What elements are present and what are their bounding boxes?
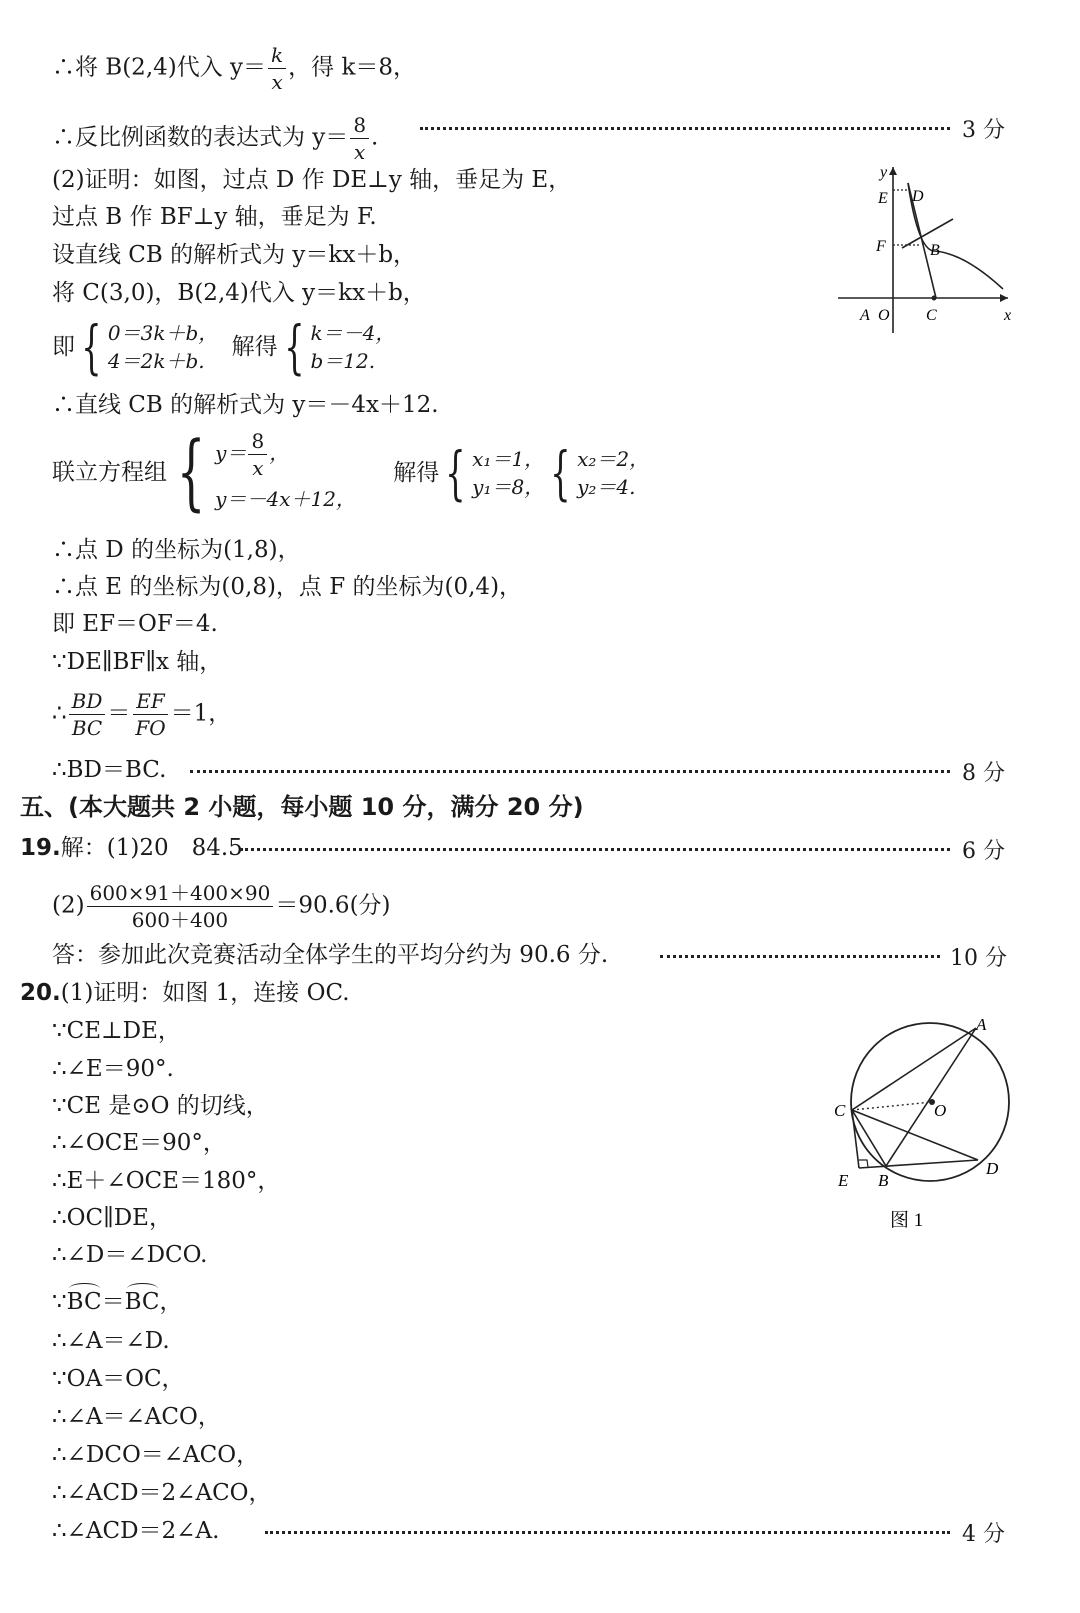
score-leader (660, 955, 940, 958)
line-set-cb: 设直线 CB 的解析式为 y＝kx＋b， (52, 242, 417, 268)
line-ef-eq-of: 即 EF＝OF＝4. (52, 611, 218, 637)
score-4: 4 分 (962, 1522, 1005, 1547)
q20-arc-line: ∵BC＝BC， (52, 1289, 183, 1315)
label-d: D (986, 1159, 999, 1178)
score-leader (420, 127, 950, 130)
q20-intro: 20.(1)证明：如图 1，连接 OC. (20, 980, 350, 1006)
q20-line-5: ∴E＋∠OCE＝180°， (52, 1168, 281, 1194)
score-leader (265, 1531, 950, 1534)
label-y: y (880, 165, 888, 181)
line-inverse-function: ∴反比例函数的表达式为 y＝ $\frac{8}{x}$ . (52, 113, 379, 164)
label-a: A (860, 307, 870, 324)
q20-line-1: ∵CE⊥DE， (52, 1018, 181, 1044)
q20-line-3: ∵CE 是⊙O 的切线， (52, 1093, 269, 1119)
line-bd-eq-bc: ∴BD＝BC. (52, 757, 167, 783)
figure-caption: 图 1 (890, 1210, 924, 1231)
label-o: O (934, 1101, 947, 1120)
q19-answer: 答：参加此次竞赛活动全体学生的平均分约为 90.6 分. (52, 942, 609, 968)
circle-figure (828, 1010, 1028, 1235)
fraction-k-over-x: $\frac{k}{x}$ (268, 42, 286, 95)
label-o: O (878, 307, 890, 324)
line-point-d: ∴点 D 的坐标为(1,8)， (52, 537, 301, 563)
line-joint-system: 联立方程组 { y＝ $\frac{8}{x}$ ， y＝－4x＋12， 解得 { x₁＝1， y₁＝8， { x₂＝2， y₂＝4. (52, 424, 650, 520)
q20-line-11: ∴∠DCO＝∠ACO， (52, 1442, 260, 1468)
line-system-kb: 即 { 0＝3k＋b， 4＝2k＋b. 解得 { k＝－4， b＝12. (52, 313, 396, 381)
q20-conclusion: ∴∠ACD＝2∠A. (52, 1518, 220, 1544)
hyperbola-figure (838, 165, 1018, 335)
joint-system-equations: y＝ $\frac{8}{x}$ ， y＝－4x＋12， (215, 429, 356, 511)
q19-part1: 19.解：(1)20 84.5 (20, 835, 243, 861)
line-ratio: ∴ $\frac{BD}{BC}$ ＝ $\frac{EF}{FO}$ ＝1， (52, 689, 232, 740)
line-substitute-b: ∴将 B(2,4)代入 y＝ $\frac{k}{x}$ ，得 k＝8， (52, 43, 417, 94)
q20-line-10: ∴∠A＝∠ACO， (52, 1404, 221, 1430)
line-proof-intro: (2)证明：如图，过点 D 作 DE⊥y 轴，垂足为 E， (52, 167, 572, 193)
line-substitute-cb: 将 C(3,0)，B(2,4)代入 y＝kx＋b， (52, 280, 426, 306)
label-d: D (912, 188, 924, 205)
label-a: A (976, 1015, 987, 1034)
score-6: 6 分 (962, 839, 1005, 864)
score-leader (190, 770, 950, 773)
line-point-ef: ∴点 E 的坐标为(0,8)，点 F 的坐标为(0,4)， (52, 574, 523, 600)
line-bf-perp: 过点 B 作 BF⊥y 轴，垂足为 F. (52, 204, 377, 230)
joint-solution-1: x₁＝1， y₁＝8， (472, 446, 545, 499)
line-cb-expression: ∴直线 CB 的解析式为 y＝－4x＋12. (52, 392, 439, 418)
score-8: 8 分 (962, 761, 1005, 786)
q20-line-12: ∴∠ACD＝2∠ACO， (52, 1480, 272, 1506)
system-equations: 0＝3k＋b， 4＝2k＋b. (107, 321, 219, 373)
label-f: F (876, 238, 886, 255)
q20-line-6: ∴OC∥DE， (52, 1205, 172, 1231)
label-e: E (878, 190, 888, 207)
q20-line-7: ∴∠D＝∠DCO. (52, 1242, 208, 1268)
label-c: C (926, 307, 937, 324)
joint-solution-2: x₂＝2， y₂＝4. (577, 446, 650, 499)
label-e: E (838, 1171, 849, 1190)
line-parallel: ∵DE∥BF∥x 轴， (52, 649, 223, 675)
q19-part2: (2) $\frac{600\times 91+400\times 90}{600+400}$ ＝90.6(分) (52, 881, 391, 932)
label-x: x (1004, 307, 1012, 324)
label-b: B (930, 242, 940, 259)
fraction-8-over-x: $\frac{8}{x}$ (350, 112, 369, 165)
score-10: 10 分 (950, 946, 1007, 971)
q20-line-9: ∵OA＝OC， (52, 1366, 185, 1392)
label-c: C (834, 1101, 846, 1120)
section-5-heading: 五、(本大题共 2 小题，每小题 10 分，满分 20 分) (20, 793, 584, 821)
q20-line-8: ∴∠A＝∠D. (52, 1328, 170, 1354)
label-b: B (878, 1171, 889, 1190)
q20-line-2: ∴∠E＝90°. (52, 1056, 174, 1082)
score-leader (240, 848, 950, 851)
q20-line-4: ∴∠OCE＝90°， (52, 1130, 226, 1156)
score-3: 3 分 (962, 118, 1005, 143)
system-solution: k＝－4， b＝12. (310, 321, 396, 373)
